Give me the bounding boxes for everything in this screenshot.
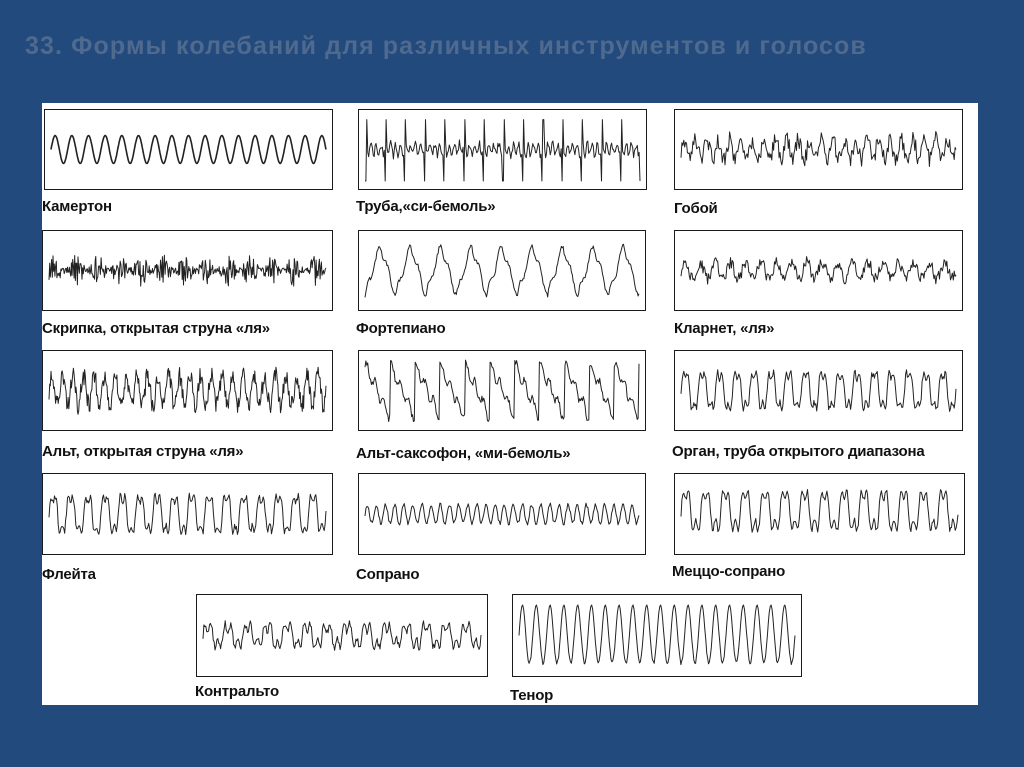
waveform-trace [365,120,640,181]
mezzo-soprano-waveform [675,474,964,554]
waveform-trace [681,490,958,533]
clarinet-waveform [675,231,962,310]
waveform-trace [49,255,326,286]
alto-sax-waveform [359,351,645,430]
waveform-label: Скрипка, открытая струна «ля» [42,320,270,337]
waveform-label: Контральто [195,683,279,700]
waveform-box-mezzo-soprano [674,473,965,555]
waveform-box-violin [42,230,333,311]
trumpet-waveform [359,110,646,189]
waveform-label: Фортепиано [356,320,446,337]
flute-waveform [43,474,332,554]
waveform-box-soprano [358,473,646,555]
waveform-trace [519,605,795,665]
waveform-box-tenor [512,594,802,677]
waveform-label: Камертон [42,198,112,215]
waveform-box-contralto [196,594,488,677]
waveform-trace [681,370,956,412]
waveform-trace [365,503,639,525]
soprano-waveform [359,474,645,554]
waveform-label: Альт, открытая струна «ля» [42,443,244,460]
waveform-label: Меццо-сопрано [672,563,786,580]
waveform-label: Флейта [42,566,96,583]
waveform-label: Труба,«си-бемоль» [356,198,496,215]
waveform-trace [681,257,956,285]
viola-waveform [43,351,332,430]
waveform-box-clarinet [674,230,963,311]
waveform-box-organ [674,350,963,431]
tenor-waveform [513,595,801,676]
waveform-trace [365,244,639,297]
waveform-label: Тенор [510,687,554,704]
waveform-trace [49,367,326,414]
waveform-box-tuning-fork [44,109,333,190]
waveform-box-piano [358,230,646,311]
waveform-label: Гобой [674,200,718,217]
waveform-box-flute [42,473,333,555]
waveform-box-alto-sax [358,350,646,431]
piano-waveform [359,231,645,310]
violin-waveform [43,231,332,310]
waveform-panel [42,103,978,705]
slide-title: 33. Формы колебаний для различных инструментов и голосов [25,32,867,60]
organ-waveform [675,351,962,430]
contralto-waveform [197,595,487,676]
waveform-trace [203,621,481,651]
waveform-trace [51,136,326,164]
waveform-trace [49,493,326,534]
tuning-fork-waveform [45,110,332,189]
waveform-label: Альт-саксофон, «ми-бемоль» [356,445,571,462]
waveform-trace [681,132,956,167]
waveform-box-viola [42,350,333,431]
waveform-label: Кларнет, «ля» [674,320,775,337]
waveform-box-oboe [674,109,963,190]
waveform-label: Орган, труба открытого диапазона [672,443,925,460]
waveform-trace [365,360,639,422]
waveform-label: Сопрано [356,566,420,583]
oboe-waveform [675,110,962,189]
waveform-box-trumpet [358,109,647,190]
